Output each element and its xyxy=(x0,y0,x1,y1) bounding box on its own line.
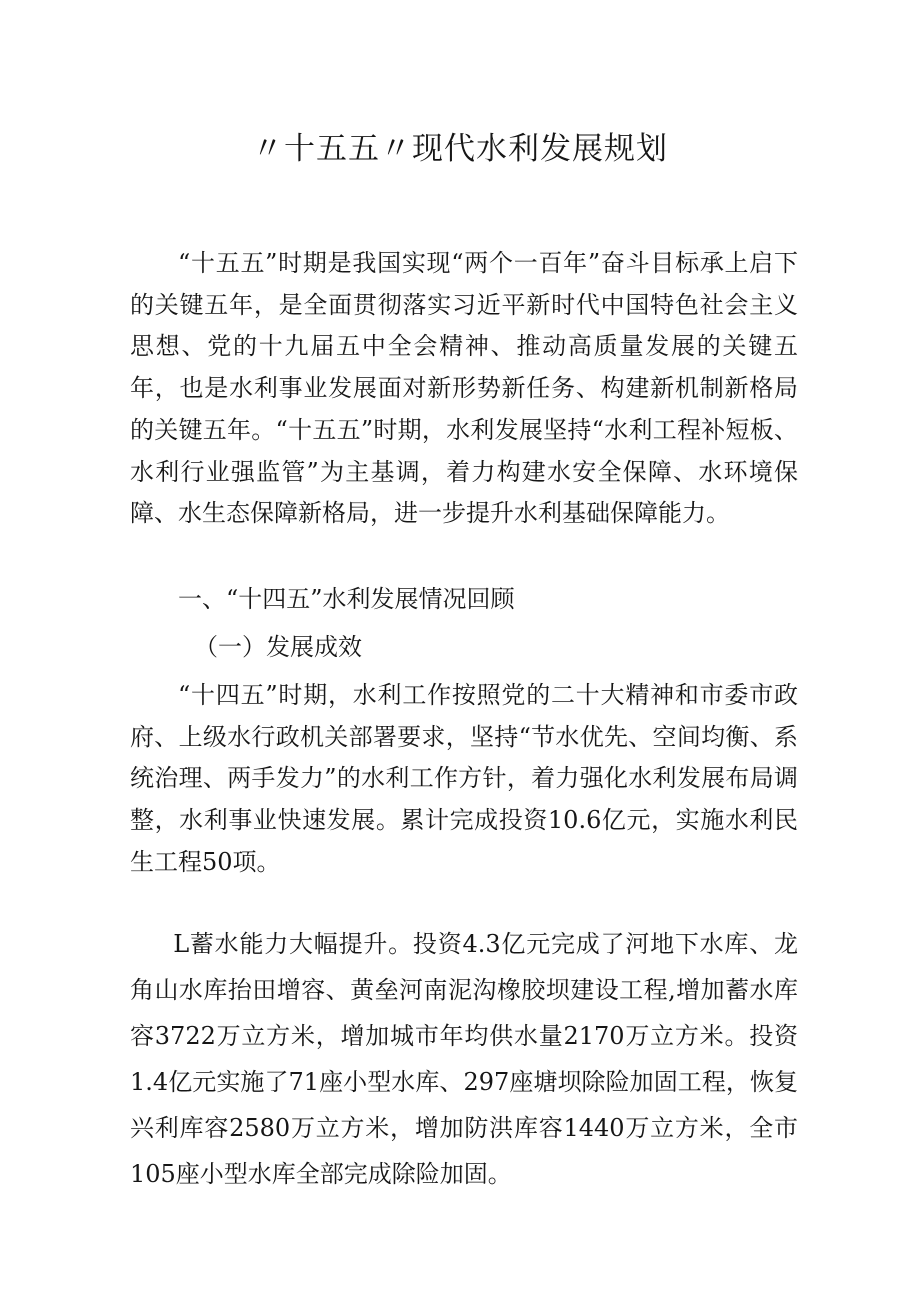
section-heading-review: 一、“十四五”水利发展情况回顾 xyxy=(178,585,515,613)
intro-paragraph: “十五五”时期是我国实现“两个一百年”奋斗目标承上启下的关键五年，是全面贯彻落实习近平新时代中国特色社会主义思想、党的十九届五中全会精神、推动高质量发展的关键五年，也是水利事业发展面对新形势新任务、构建新机制新格局的关键五年。“十五五”时期，水利发展坚持“水利工程补短板、水利行业强监管”为主基调，着力构建水安全保障、水环境保障、水生态保障新格局，进一步提升水利基础保障能力。 xyxy=(130,249,798,528)
storage-capacity-paragraph: L蓄水能力大幅提升。投资4.3亿元完成了河地下水库、龙角山水库抬田增容、黄垒河南泥沟橡胶坝建设工程,增加蓄水库容3722万立方米，增加城市年均供水量2170万立方米。投资1.4亿元实施了71座小型水库、297座塘坝除险加固工程，恢复兴利库容2580万立方米，增加防洪库容1440万立方米，全市105座小型水库全部完成除险加固。 xyxy=(130,930,798,1188)
subsection-heading-achievements: （一）发展成效 xyxy=(194,633,362,661)
document-title: 〃十五五〃现代水利发展规划 xyxy=(252,131,668,167)
achievements-paragraph: “十四五”时期，水利工作按照党的二十大精神和市委市政府、上级水行政机关部署要求，坚持“节水优先、空间均衡、系统治理、两手发力”的水利工作方针，着力强化水利发展布局调整，水利事业快速发展。累计完成投资10.6亿元，实施水利民生工程50项。 xyxy=(130,681,798,876)
